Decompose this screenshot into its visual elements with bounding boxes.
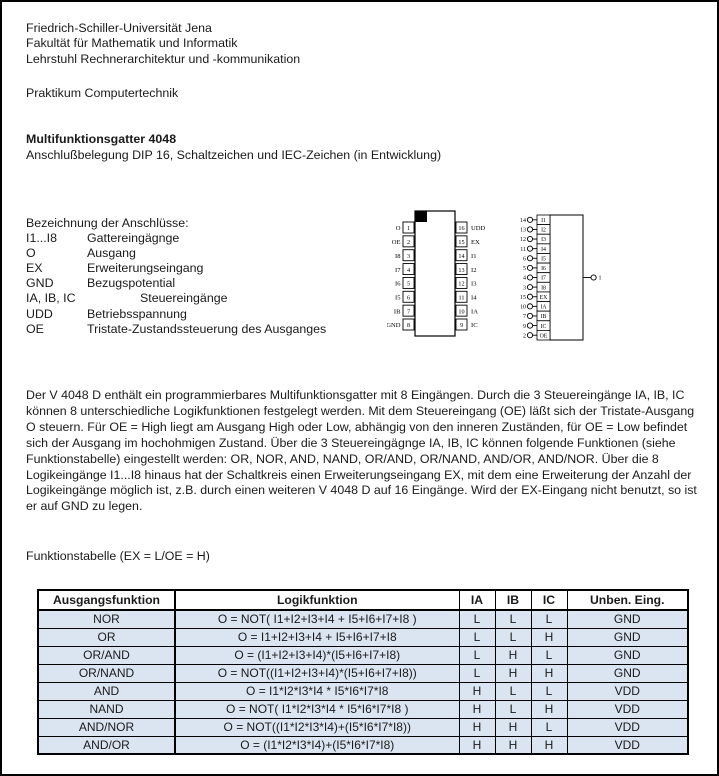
table-cell: AND	[38, 682, 175, 700]
iec-input-label: I5	[541, 256, 546, 263]
legend-entry	[26, 261, 326, 276]
iec-symbol-diagram	[515, 205, 645, 360]
legend-abbr: O	[26, 246, 36, 261]
iec-input-label: I3	[541, 237, 546, 244]
dip-pin-label: I4	[471, 294, 477, 302]
dip-pin-number: 13	[458, 266, 465, 274]
legend-abbr: IA, IB, IC	[26, 291, 76, 306]
iec-input-terminal	[527, 256, 532, 261]
legend-desc: Bezugspotential	[87, 276, 176, 291]
iec-input-pin-number: 7	[523, 314, 526, 321]
table-cell: L	[531, 646, 567, 664]
table-row	[38, 646, 688, 664]
pin1-marker	[415, 211, 427, 222]
table-cell: H	[495, 736, 531, 754]
table-cell: H	[531, 736, 567, 754]
iec-input-pin-number: 10	[520, 304, 526, 311]
iec-input-terminal	[527, 275, 532, 280]
table-cell: GND	[567, 664, 688, 682]
table-cell: OR	[38, 628, 175, 646]
legend-abbr: OE	[26, 321, 44, 336]
table-row	[38, 700, 688, 718]
iec-output-pin-number: 1	[598, 275, 602, 282]
iec-input-label: EX	[539, 294, 548, 301]
table-cell: L	[531, 610, 567, 628]
table-cell: O = I1+I2+I3+I4 + I5+I6+I7+I8	[175, 628, 459, 646]
dip-pin-label: OE	[391, 239, 401, 247]
iec-input-pin-number: 15	[520, 294, 526, 301]
dip-pin-number: 3	[406, 252, 411, 260]
dip-pin-label: I1	[471, 252, 477, 260]
dip-body	[415, 211, 455, 336]
legend-entry	[26, 246, 326, 261]
iec-symbol-svg	[515, 205, 645, 355]
table-cell: GND	[567, 610, 688, 628]
column-header: Ausgangsfunktion	[38, 590, 175, 610]
table-cell: O = (I1+I2+I3+I4)*(I5+I6+I7+I8)	[175, 646, 459, 664]
iec-input-terminal	[527, 294, 532, 299]
table-cell: H	[495, 718, 531, 736]
dip-pin-number: 14	[458, 252, 465, 260]
column-header: Unben. Eing.	[567, 590, 688, 610]
dip-pin-label: UDD	[471, 225, 486, 233]
legend-desc: Erweiterungseingang	[87, 261, 204, 276]
iec-input-pin-number: 2	[523, 333, 526, 340]
iec-input-terminal	[527, 246, 532, 251]
institution-line: Friedrich-Schiller-Universität Jena	[26, 21, 212, 35]
iec-input-terminal	[527, 313, 532, 318]
table-cell: L	[495, 610, 531, 628]
table-cell: H	[459, 682, 495, 700]
iec-input-label: IB	[540, 314, 547, 321]
legend-entry	[26, 231, 326, 246]
dip-pin-number: 9	[459, 322, 464, 330]
iec-input-pin-number: 4	[523, 275, 526, 282]
table-row	[38, 628, 688, 646]
iec-input-label: I6	[541, 266, 546, 273]
table-cell: GND	[567, 628, 688, 646]
iec-input-terminal	[527, 236, 532, 241]
dip-pin-number: 16	[458, 225, 465, 233]
legend-abbr: I1...I8	[26, 231, 57, 246]
dip-pin-label: IB	[393, 308, 401, 316]
table-cell: VDD	[567, 736, 688, 754]
dip-pin-label: IA	[471, 308, 478, 316]
dip-pin-label: I2	[471, 266, 477, 274]
dip-pin-number: 12	[458, 280, 465, 288]
iec-input-label: I4	[541, 246, 546, 253]
iec-body	[550, 215, 583, 340]
iec-input-label: OE	[539, 333, 548, 340]
legend-desc: Ausgang	[87, 246, 136, 261]
legend-abbr: GND	[26, 276, 54, 291]
iec-input-terminal	[527, 227, 532, 232]
legend-entry	[26, 307, 326, 322]
dip-pin-label: IC	[471, 322, 478, 330]
table-cell: H	[531, 700, 567, 718]
table-cell: L	[495, 628, 531, 646]
iec-input-pin-number: 11	[520, 246, 526, 253]
legend-entry	[26, 322, 326, 337]
iec-input-terminal	[527, 333, 532, 338]
table-cell: AND/NOR	[38, 718, 175, 736]
table-cell: H	[459, 736, 495, 754]
table-cell: NOR	[38, 610, 175, 628]
table-cell: VDD	[567, 700, 688, 718]
dip-pin-label: I7	[395, 266, 401, 274]
legend-entry	[26, 276, 326, 291]
legend-heading: Bezeichnung der Anschlüsse:	[26, 216, 189, 230]
column-header: IB	[495, 590, 531, 610]
table-cell: H	[495, 646, 531, 664]
dip-pin-label: I3	[471, 280, 477, 288]
dip-pin-label: I5	[395, 294, 401, 302]
table-cell: H	[531, 664, 567, 682]
iec-input-label: I1	[541, 218, 546, 225]
iec-input-terminal	[527, 304, 532, 309]
table-row	[38, 718, 688, 736]
iec-input-label: IC	[540, 323, 547, 330]
table-cell: L	[495, 682, 531, 700]
table-cell: O = NOT((I1+I2+I3+I4)*(I5+I6+I7+I8))	[175, 664, 459, 682]
iec-input-pin-number: 5	[523, 266, 526, 273]
table-cell: OR/NAND	[38, 664, 175, 682]
table-row	[38, 664, 688, 682]
function-table-wrap	[37, 589, 689, 755]
dip-pin-number: 5	[406, 280, 411, 288]
dip-pin-number: 6	[406, 294, 411, 302]
legend-desc: Steuereingänge	[140, 291, 228, 306]
legend-desc: Tristate-Zustandssteuerung des Ausganges	[87, 321, 327, 336]
iec-input-label: I7	[541, 275, 546, 282]
table-cell: L	[531, 682, 567, 700]
course-name: Praktikum Computertechnik	[26, 86, 179, 100]
dip-pin-number: 10	[458, 308, 465, 316]
function-table	[37, 589, 689, 755]
table-row	[38, 682, 688, 700]
table-cell: O = I1*I2*I3*I4 * I5*I6*I7*I8	[175, 682, 459, 700]
iec-input-pin-number: 12	[520, 237, 526, 244]
dip-pin-label: I6	[395, 280, 401, 288]
iec-input-pin-number: 14	[520, 218, 526, 225]
iec-input-label: I8	[541, 285, 546, 292]
dip-pin-label: I8	[395, 252, 401, 260]
table-header-row	[38, 590, 688, 610]
dip-pin-number: 4	[406, 266, 411, 274]
legend-entry	[26, 291, 326, 306]
function-table-body	[38, 590, 688, 754]
iec-input-terminal	[527, 217, 532, 222]
iec-input-label: I2	[541, 227, 546, 234]
table-cell: VDD	[567, 682, 688, 700]
iec-input-label: IA	[540, 304, 547, 311]
dip-pin-number: 7	[406, 308, 411, 316]
pin-legend	[26, 216, 326, 337]
table-cell: NAND	[38, 700, 175, 718]
table-cell: L	[459, 646, 495, 664]
description-paragraph: Der V 4048 D enthält ein programmierbares Multifunktionsgatter mit 8 Eingängen. Durch die 3 Steuereingänge IA, IB, IC können 8 unterschiedliche Logikfunktionen festgelegt werden. Mit dem Steuereingang (OE) läßt sich der Tristate-Ausgang O steuern. Für OE = High liegt am Ausgang High oder Low, abhängig von den inneren Zuständen, für OE = Low befindet sich der Ausgang im hochohmigen Zustand. Über die 3 Steuereingägnge IA, IB, IC können folgende Funktionen (siehe Funktionstabelle) eingestellt werden: OR, NOR, AND, NAND, OR/AND, OR/NAND, AND/OR, AND/NOR. Über die 8 Logikeingänge I1...I8 hinaus hat der Schaltkreis einen Erweiterungseingang EX, mit dem eine Erweiterung der Anzahl der Logikeingänge möglich ist, z.B. durch einen weiteren V 4048 D auf 16 Eingänge. Wird der EX-Eingang nicht benutzt, so ist er auf GND zu legen.	[26, 388, 697, 514]
table-cell: L	[495, 700, 531, 718]
iec-input-pin-number: 6	[523, 256, 526, 263]
dip-pin-label: EX	[471, 239, 480, 247]
legend-entries	[26, 231, 326, 337]
table-caption: Funktionstabelle (EX = L/OE = H)	[26, 549, 210, 563]
iec-input-terminal	[527, 323, 532, 328]
column-header: Logikfunktion	[175, 590, 459, 610]
table-cell: O = (I1*I2*I3*I4)+(I5*I6*I7*I8)	[175, 736, 459, 754]
iec-output-terminal	[591, 275, 596, 280]
dip-pin-label: GND	[387, 322, 401, 330]
legend-abbr: UDD	[26, 306, 53, 321]
table-cell: VDD	[567, 718, 688, 736]
column-header: IA	[459, 590, 495, 610]
dip-pin-number: 11	[458, 294, 465, 302]
table-cell: OR/AND	[38, 646, 175, 664]
table-cell: L	[531, 718, 567, 736]
table-row	[38, 610, 688, 628]
institution-line: Lehrstuhl Rechnerarchitektur und -kommunikation	[26, 51, 301, 66]
dip16-svg	[387, 202, 522, 352]
table-cell: O = NOT( I1*I2*I3*I4 * I5*I6*I7*I8 )	[175, 700, 459, 718]
table-cell: AND/OR	[38, 736, 175, 754]
table-cell: H	[531, 628, 567, 646]
column-header: IC	[531, 590, 567, 610]
iec-input-terminal	[527, 285, 532, 290]
table-cell: H	[459, 700, 495, 718]
institution-line: Fakultät für Mathematik und Informatik	[26, 36, 238, 51]
dip-pin-number: 15	[458, 239, 465, 247]
iec-input-pin-number: 3	[523, 285, 526, 292]
table-cell: L	[459, 628, 495, 646]
table-cell: L	[459, 664, 495, 682]
page-title: Multifunktionsgatter 4048	[26, 132, 177, 146]
legend-abbr: EX	[26, 261, 43, 276]
title-block	[26, 132, 441, 163]
table-cell: L	[459, 610, 495, 628]
dip-pin-number: 1	[406, 225, 411, 233]
iec-input-pin-number: 13	[520, 227, 526, 234]
table-cell: GND	[567, 646, 688, 664]
table-cell: H	[495, 664, 531, 682]
dip-pin-number: 8	[406, 322, 411, 330]
legend-desc: Gattereingägnge	[87, 231, 180, 246]
page-subtitle: Anschlußbelegung DIP 16, Schaltzeichen und IEC-Zeichen (in Entwicklung)	[26, 147, 442, 162]
table-row	[38, 736, 688, 754]
table-cell: O = NOT( I1+I2+I3+I4 + I5+I6+I7+I8 )	[175, 610, 459, 628]
table-cell: H	[459, 718, 495, 736]
iec-input-terminal	[527, 265, 532, 270]
dip-pin-number: 2	[406, 239, 411, 247]
legend-desc: Betriebsspannung	[87, 306, 187, 321]
dip16-diagram	[387, 202, 522, 357]
table-cell: O = NOT((I1*I2*I3*I4)+(I5*I6*I7*I8))	[175, 718, 459, 736]
dip-pin-label: O	[395, 225, 401, 233]
iec-input-pin-number: 9	[523, 323, 526, 330]
letterhead	[26, 21, 300, 67]
